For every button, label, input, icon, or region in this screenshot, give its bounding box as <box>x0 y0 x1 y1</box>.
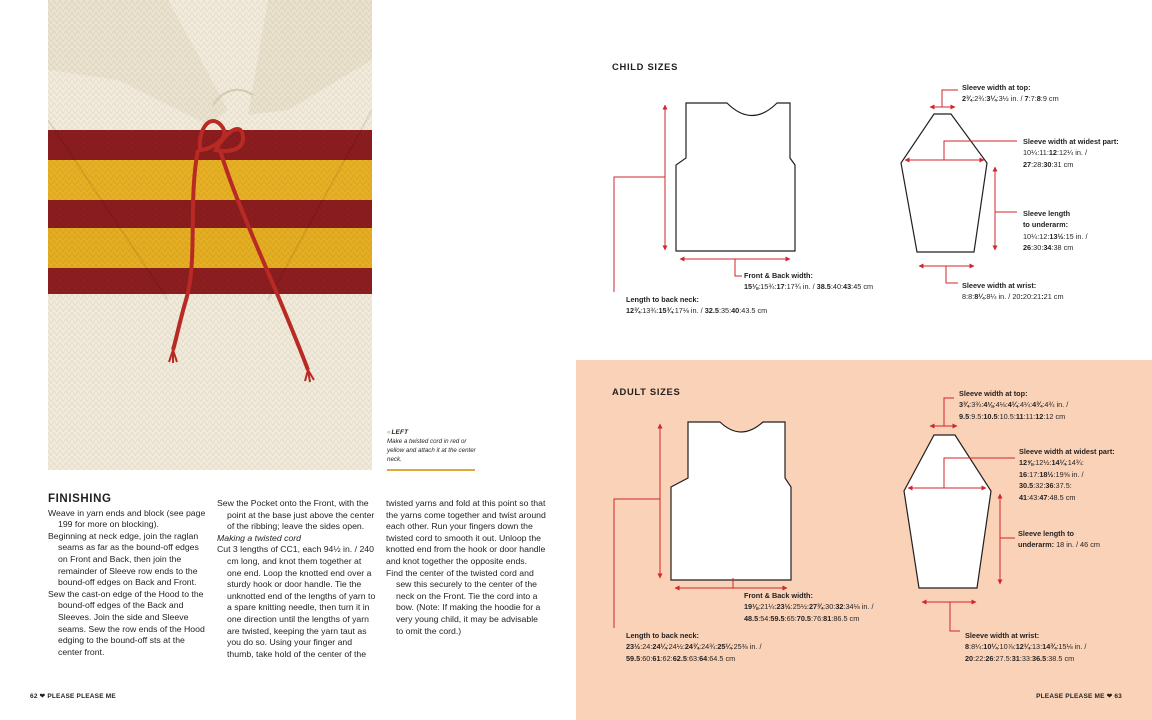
child-sleeve-widest-label: Sleeve width at widest part: 10¼:11:12:12¼ in. / 27:28:30:31 cm <box>1023 137 1119 169</box>
finishing-column-1 <box>48 494 208 658</box>
adult-sleeve-top-label: Sleeve width at top: 3¾:3¾:4⅛:4⅛:4¼:4¼:4¾:4¾ in. / 9.5:9.5:10.5:10.5:11:11:12:12 cm <box>959 389 1069 421</box>
finishing-paragraph: Weave in yarn ends and block (see page 199 for more on blocking). <box>48 507 206 530</box>
heart-icon: ❤ <box>39 693 46 700</box>
child-sleeve-outline <box>901 114 987 252</box>
adult-sleeve-wrist-label: Sleeve width at wrist: 8:8¼:10¼:10⅞:12¼:13:14¾:15⅛ in. / 20:22:26:27.5:31:33:36.5:38.5 cm <box>965 631 1087 663</box>
finishing-paragraph: Beginning at neck edge, join the raglan seams as far as the bound-off edges on Front and Back, then join the remainder of Sleeve row ends to the bound-off edges on Back and Front. <box>48 530 199 588</box>
child-body-outline <box>676 103 795 251</box>
child-front-back-label: Front & Back width: 15⅛:15¾:17:17¾ in. / 38.5:40:43:45 cm <box>744 271 874 292</box>
child-sleeve-wrist-label: Sleeve width at wrist: 8:8:8¼:8¼ in. / 20:20:21:21 cm <box>962 281 1064 302</box>
adult-front-back-label: Front & Back width: 19⅛:21¼:23½:25½:27¾:30:32:34⅛ in. / 48.5:54:59.5:65:70.5:76:81:86.5 cm <box>744 591 874 623</box>
running-title: PLEASE PLEASE ME <box>1036 693 1105 700</box>
adult-sizes-title: ADULT SIZES <box>612 386 681 397</box>
adult-sleeve-widest-label: Sleeve width at widest part: 12⅝:12½:14¼:14¾: 16:17:18½:19⅝ in. / 30.5:32:36:37.5: 41:43:47:48.5 cm <box>1019 447 1115 502</box>
child-length-neck-label: Length to back neck: 12¾:13¾:15¾:17⅛ in. / 32.5:35:40:43.5 cm <box>626 295 768 316</box>
twisted-cord-subhead: Making a twisted cord <box>217 532 302 543</box>
finishing-column-2 <box>217 498 377 660</box>
caption-rule <box>387 469 475 471</box>
cord-attach-paragraph: Find the center of the twisted cord and sew this securely to the center of the neck on the Front. Tie the cord into a bow. (Note: If making the hoodie for a very young child, it may be advisable to omit the cord.) <box>386 567 541 636</box>
adult-length-neck-label: Length to back neck: 23½:24:24¼:24½:24¾:24¾:25¼:25⅜ in. / 59.5:60:61:62:62.5:63:64:64.5 cm <box>626 631 762 663</box>
child-sizes-title: CHILD SIZES <box>612 61 679 72</box>
adult-body-outline <box>671 422 791 580</box>
page-number: 62 <box>30 693 38 700</box>
adult-sleeve-length-label: Sleeve length to underarm: 18 in. / 46 cm <box>1018 529 1100 550</box>
caption-text: Make a twisted cord in red or yellow and attach it at the center neck. <box>387 438 476 463</box>
twisted-cord-paragraph: Cut 3 lengths of CC1, each 94½ in. / 240 cm long, and knot them together at one end. Loop the knotted end over a sturdy hook or door handle. Tie the unknotted end of the lengths of yarn to a spare knitting needle, then turn it in one direction until the lengths of yarn are twisted, keeping the yarn taut as you do so. Using your finger and thumb, take hold of the center of the <box>217 544 376 659</box>
child-sleeve-top-label: Sleeve width at top: 2¾:2¾:3¼:3½ in. / 7:7:8:9 cm <box>962 83 1059 104</box>
finishing-paragraph: Sew the cast-on edge of the Hood to the bound-off edges of the Back and Sleeves. Join the side and Sleeve seams. Sew the row ends of the Hood edging to the bound-off sts at the center front. <box>48 588 205 657</box>
caption-label: LEFT <box>391 429 409 436</box>
double-chevron-left-icon: « <box>387 429 391 436</box>
hoodie-photo <box>48 0 372 470</box>
page-number: 63 <box>1114 693 1122 700</box>
heart-icon: ❤ <box>1106 693 1113 700</box>
finishing-heading: FINISHING <box>48 493 112 505</box>
child-sleeve-length-label: Sleeve length to underarm: 10¼:12:13½:15 in. / 26:30:34:38 cm <box>1023 209 1088 253</box>
running-title: PLEASE PLEASE ME <box>47 693 116 700</box>
finishing-column-3 <box>386 498 546 637</box>
photo-caption <box>387 428 477 464</box>
folio-left <box>30 692 116 700</box>
twisted-cord-continued: twisted yarns and fold at this point so that the yarns come together and twist around each other. Run your fingers down the twisted cord to smooth it out. Unloop the knotted end from the hook or door handle and knot together the opposite ends. <box>386 498 546 566</box>
pocket-paragraph: Sew the Pocket onto the Front, with the point at the base just above the center of the ribbing; leave the sides open. <box>217 498 375 532</box>
